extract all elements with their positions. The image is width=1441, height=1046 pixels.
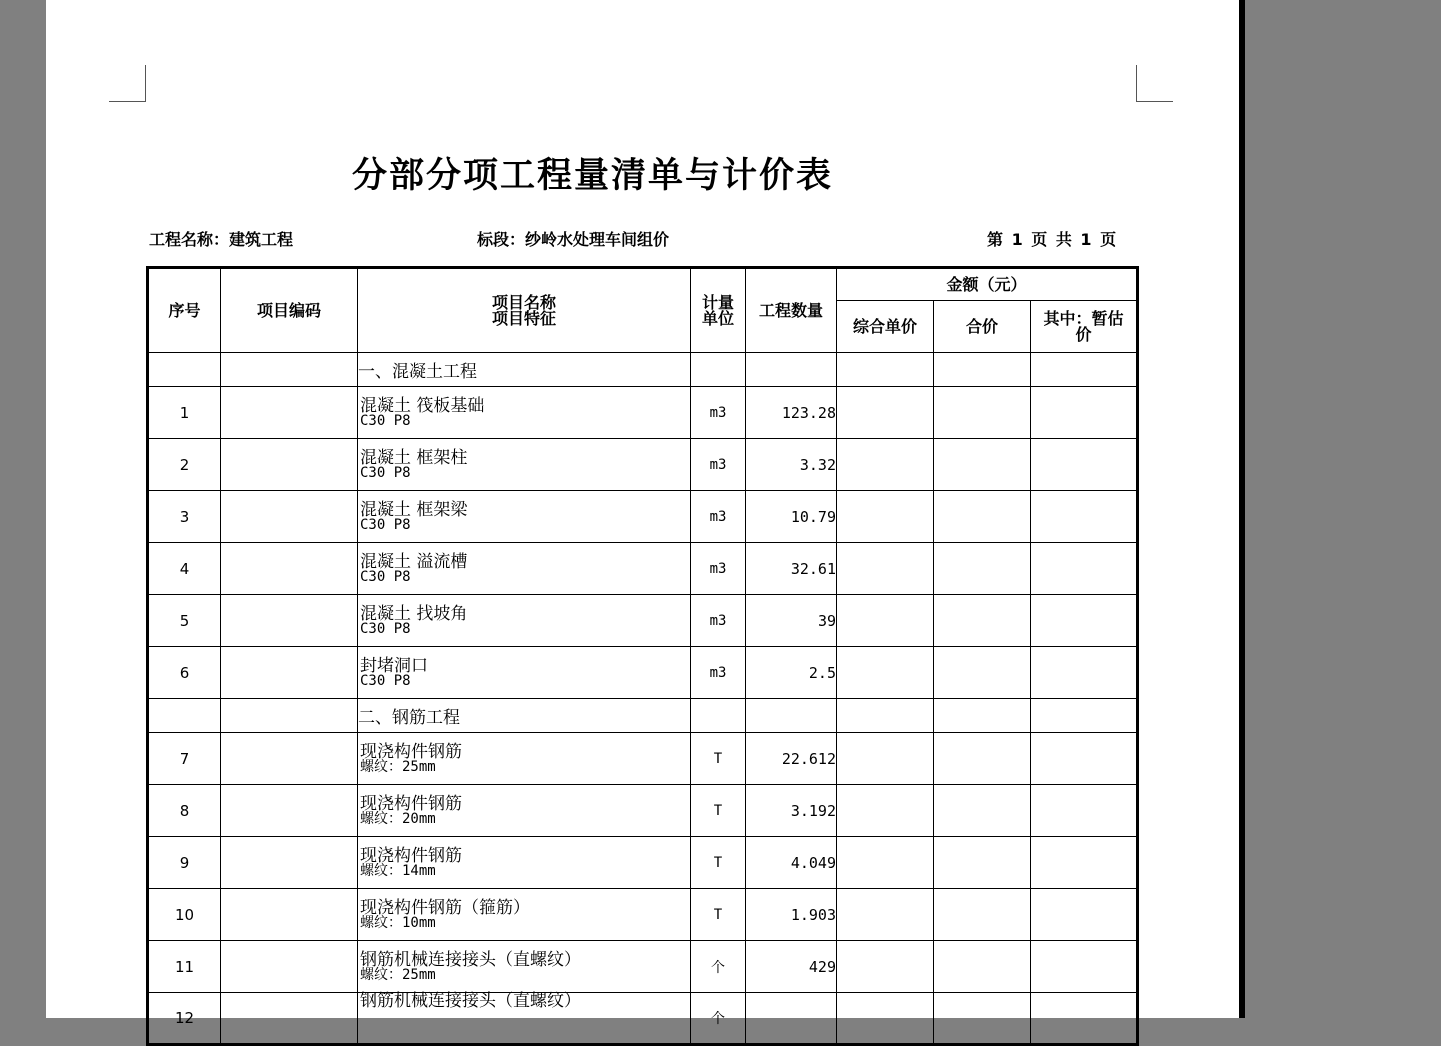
row-estimate <box>1031 785 1138 837</box>
row-estimate <box>1031 993 1138 1045</box>
item-feature: 螺纹：14mm <box>360 862 436 879</box>
header-unit-line1: 计量 <box>701 292 734 312</box>
row-code <box>221 993 358 1045</box>
row-seq: 1 <box>148 387 221 439</box>
row-name <box>358 785 691 837</box>
row-code <box>221 733 358 785</box>
row-unit-price <box>837 439 934 491</box>
table-row <box>148 647 1138 699</box>
table-row <box>148 785 1138 837</box>
row-total <box>934 837 1031 889</box>
header-name-line2: 项目特征 <box>491 308 556 328</box>
row-name <box>358 941 691 993</box>
bill-of-quantities-table <box>146 266 1139 1046</box>
row-code <box>221 595 358 647</box>
row-total <box>934 439 1031 491</box>
row-qty: 3.32 <box>746 439 837 491</box>
table-row <box>148 993 1138 1045</box>
project-name: 工程名称：建筑工程 <box>149 230 294 249</box>
row-estimate <box>1031 733 1138 785</box>
row-estimate <box>1031 543 1138 595</box>
row-code <box>221 889 358 941</box>
header-name <box>358 268 691 353</box>
header-unit-price: 综合单价 <box>837 301 934 353</box>
row-unit-price <box>837 993 934 1045</box>
row-name <box>358 543 691 595</box>
row-name <box>358 993 691 1045</box>
row-unit-price <box>837 543 934 595</box>
table-row <box>148 733 1138 785</box>
row-qty: 123.28 <box>746 387 837 439</box>
row-qty: 2.5 <box>746 647 837 699</box>
row-unit-price <box>837 837 934 889</box>
table-row <box>148 491 1138 543</box>
row-code <box>221 387 358 439</box>
row-seq: 9 <box>148 837 221 889</box>
item-name: 混凝土 筏板基础 <box>360 395 485 416</box>
item-feature: C30 P8 <box>360 516 411 533</box>
page-edge-shadow <box>1239 0 1245 1018</box>
row-qty <box>746 993 837 1045</box>
item-feature: 螺纹：25mm <box>360 966 436 983</box>
row-seq: 3 <box>148 491 221 543</box>
row-unit-price <box>837 387 934 439</box>
section-title: 二、钢筋工程 <box>358 699 691 733</box>
row-name <box>358 439 691 491</box>
item-name: 封堵洞口 <box>360 655 428 676</box>
item-feature: C30 P8 <box>360 568 411 585</box>
header-unit <box>691 268 746 353</box>
row-unit: m3 <box>691 387 746 439</box>
row-estimate <box>1031 837 1138 889</box>
row-unit-price <box>837 647 934 699</box>
row-unit-price <box>837 785 934 837</box>
row-seq: 7 <box>148 733 221 785</box>
row-unit: m3 <box>691 439 746 491</box>
page-info: 第 1 页 共 1 页 <box>987 230 1117 249</box>
item-feature: C30 P8 <box>360 412 411 429</box>
row-total <box>934 647 1031 699</box>
row-total <box>934 889 1031 941</box>
row-seq: 5 <box>148 595 221 647</box>
table-section-row <box>148 699 1138 733</box>
header-estimate-line2: 价 <box>1075 324 1092 344</box>
row-unit-price <box>837 595 934 647</box>
item-name: 现浇构件钢筋 <box>360 741 462 762</box>
row-code <box>221 491 358 543</box>
header-amount-group: 金额（元） <box>837 268 1138 301</box>
row-code <box>221 439 358 491</box>
row-qty: 4.049 <box>746 837 837 889</box>
row-code <box>221 647 358 699</box>
row-qty: 429 <box>746 941 837 993</box>
header-estimate <box>1031 301 1138 353</box>
row-name <box>358 889 691 941</box>
document-title: 分部分项工程量清单与计价表 <box>351 156 833 196</box>
item-feature: 螺纹：20mm <box>360 810 436 827</box>
row-total <box>934 387 1031 439</box>
row-total <box>934 785 1031 837</box>
row-code <box>221 837 358 889</box>
row-qty: 3.192 <box>746 785 837 837</box>
table-row <box>148 889 1138 941</box>
row-unit: 个 <box>691 993 746 1045</box>
row-unit-price <box>837 941 934 993</box>
row-estimate <box>1031 491 1138 543</box>
row-seq: 11 <box>148 941 221 993</box>
row-total <box>934 993 1031 1045</box>
header-estimate-line1: 其中：暂估 <box>1043 308 1124 328</box>
header-name-line1: 项目名称 <box>491 292 556 312</box>
row-name <box>358 595 691 647</box>
crop-mark-top-left <box>109 65 146 102</box>
table-row <box>148 837 1138 889</box>
row-name <box>358 647 691 699</box>
row-qty: 22.612 <box>746 733 837 785</box>
row-name <box>358 837 691 889</box>
section-title: 一、混凝土工程 <box>358 353 691 387</box>
item-feature: C30 P8 <box>360 620 411 637</box>
document-page <box>46 0 1239 1027</box>
item-name: 现浇构件钢筋 <box>360 845 462 866</box>
row-qty: 10.79 <box>746 491 837 543</box>
header-total: 合价 <box>934 301 1031 353</box>
row-estimate <box>1031 889 1138 941</box>
item-name: 现浇构件钢筋 <box>360 793 462 814</box>
row-estimate <box>1031 439 1138 491</box>
row-unit: T <box>691 785 746 837</box>
row-name <box>358 733 691 785</box>
row-total <box>934 941 1031 993</box>
row-seq: 8 <box>148 785 221 837</box>
row-code <box>221 941 358 993</box>
item-name: 混凝土 找坡角 <box>360 603 468 624</box>
crop-mark-top-right <box>1136 65 1173 102</box>
row-name <box>358 387 691 439</box>
row-seq: 6 <box>148 647 221 699</box>
row-unit-price <box>837 889 934 941</box>
row-unit: m3 <box>691 595 746 647</box>
row-total <box>934 733 1031 785</box>
table-row <box>148 439 1138 491</box>
item-name: 混凝土 框架柱 <box>360 447 468 468</box>
row-estimate <box>1031 387 1138 439</box>
row-total <box>934 491 1031 543</box>
header-seq: 序号 <box>148 268 221 353</box>
row-unit-price <box>837 491 934 543</box>
item-name: 混凝土 框架梁 <box>360 499 468 520</box>
row-code <box>221 543 358 595</box>
item-feature: C30 P8 <box>360 672 411 689</box>
row-name <box>358 491 691 543</box>
row-unit: m3 <box>691 647 746 699</box>
item-name: 现浇构件钢筋（箍筋） <box>360 897 530 918</box>
row-total <box>934 595 1031 647</box>
header-code: 项目编码 <box>221 268 358 353</box>
row-qty: 1.903 <box>746 889 837 941</box>
table-section-row <box>148 353 1138 387</box>
header-qty: 工程数量 <box>746 268 837 353</box>
row-unit-price <box>837 733 934 785</box>
row-seq: 12 <box>148 993 221 1045</box>
row-seq: 4 <box>148 543 221 595</box>
item-name: 钢筋机械连接接头（直螺纹） <box>360 991 581 1011</box>
section-name: 标段：纱岭水处理车间组价 <box>477 230 670 249</box>
row-unit: T <box>691 889 746 941</box>
item-name: 混凝土 溢流槽 <box>360 551 468 572</box>
row-unit: T <box>691 733 746 785</box>
header-unit-line2: 单位 <box>701 308 734 328</box>
row-total <box>934 543 1031 595</box>
row-qty: 32.61 <box>746 543 837 595</box>
item-name: 钢筋机械连接接头（直螺纹） <box>360 949 581 970</box>
row-estimate <box>1031 647 1138 699</box>
row-unit: m3 <box>691 543 746 595</box>
row-unit: m3 <box>691 491 746 543</box>
row-seq: 2 <box>148 439 221 491</box>
table-row <box>148 543 1138 595</box>
row-seq: 10 <box>148 889 221 941</box>
row-qty: 39 <box>746 595 837 647</box>
row-unit: 个 <box>691 941 746 993</box>
table-row <box>148 941 1138 993</box>
row-code <box>221 785 358 837</box>
row-estimate <box>1031 941 1138 993</box>
row-unit: T <box>691 837 746 889</box>
item-feature: C30 P8 <box>360 464 411 481</box>
table-row <box>148 387 1138 439</box>
table-row <box>148 595 1138 647</box>
item-feature: 螺纹：25mm <box>360 758 436 775</box>
item-feature: 螺纹：10mm <box>360 914 436 931</box>
row-estimate <box>1031 595 1138 647</box>
